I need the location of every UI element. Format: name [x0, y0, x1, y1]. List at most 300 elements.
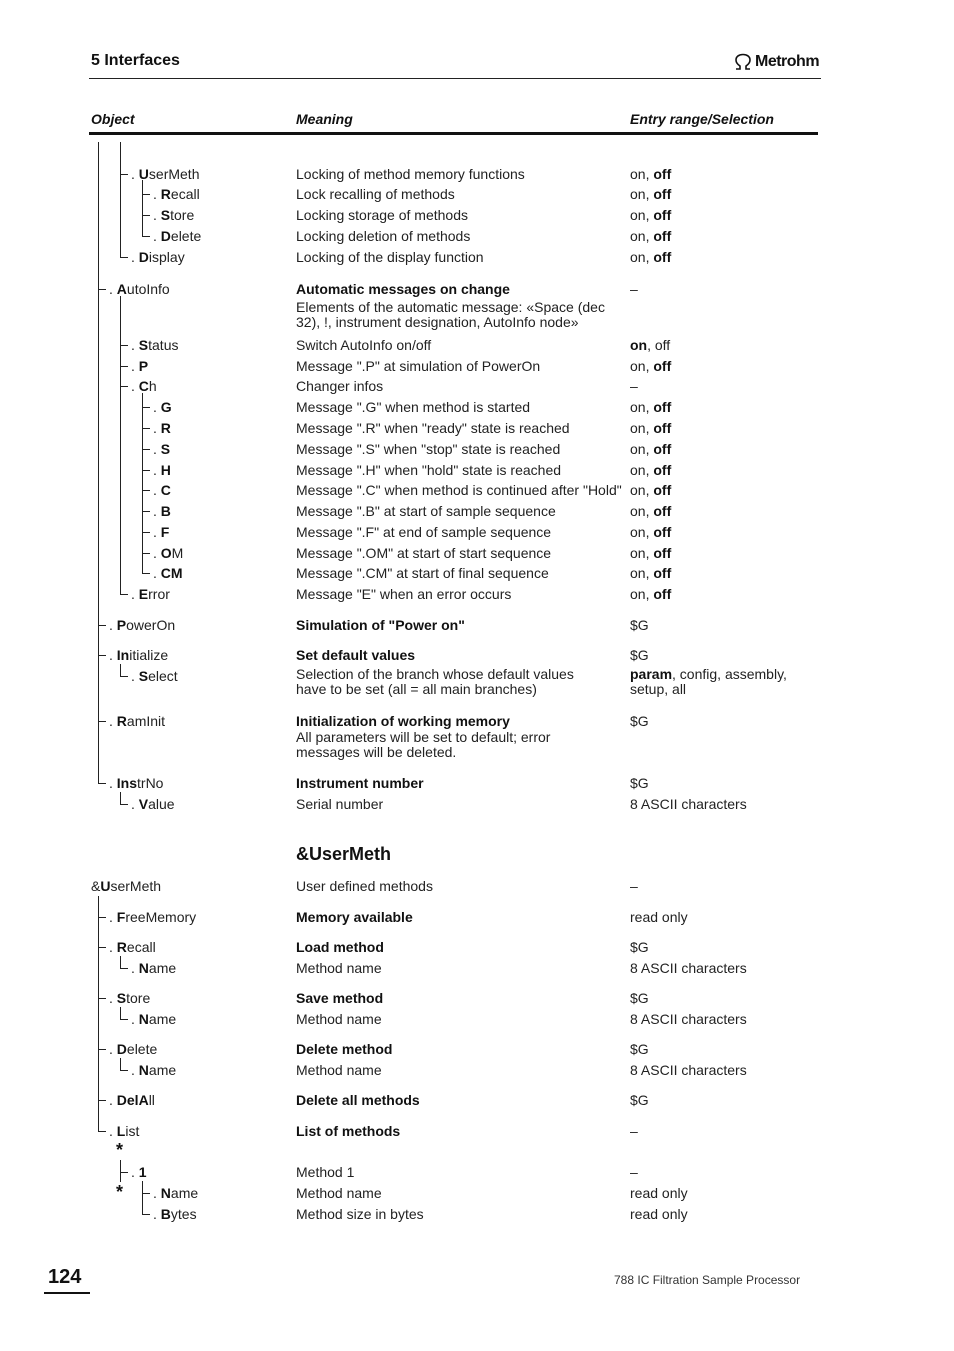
meaning-cell: Message ".H" when "hold" state is reached [296, 462, 562, 478]
object-rest: ecall [126, 939, 156, 955]
object-key-letters: U [138, 166, 149, 182]
range-value: read only [630, 909, 688, 925]
meaning-cell: Lock recalling of methods [296, 186, 455, 202]
range-cell [630, 712, 649, 730]
object-prefix: . [131, 1164, 139, 1180]
range-cell [630, 1184, 688, 1202]
object-key-letters: R [116, 939, 127, 955]
tree-connector [120, 1019, 128, 1020]
object-cell [153, 1205, 197, 1223]
range-value: 8 ASCII characters [630, 796, 747, 812]
object-rest: elete [126, 1041, 158, 1057]
range-value: param [630, 666, 673, 682]
range-cell [630, 336, 670, 354]
object-rest: owerOn [126, 617, 176, 633]
meaning-cell: Message ".CM" at start of final sequence [296, 565, 549, 581]
meaning-cell: Message ".OM" at start of start sequence [296, 545, 552, 561]
range-value: on, [630, 545, 654, 561]
object-cell [109, 280, 170, 298]
table-row [0, 1040, 954, 1058]
range-value: – [630, 1164, 638, 1180]
object-key-letters: N [138, 1062, 149, 1078]
brand-name: Metrohm [755, 53, 820, 70]
table-row [0, 1122, 954, 1140]
range-value: on, [630, 586, 654, 602]
object-prefix: . [153, 503, 161, 519]
page-number-rule [44, 1292, 90, 1294]
range-value: on, [630, 249, 654, 265]
range-emphasis: off [653, 524, 672, 540]
table-row [0, 1010, 954, 1028]
meaning-cell: Message ".F" at end of sample sequence [296, 524, 552, 540]
meaning-cell: Message ".C" when method is continued after "Hold" [296, 482, 622, 498]
range-value: – [630, 378, 638, 394]
column-meaning-heading: Meaning [296, 111, 353, 127]
section-title: &UserMeth [296, 844, 392, 864]
range-cell [630, 646, 649, 664]
page-number: 124 [48, 1266, 82, 1288]
range-cell [630, 398, 671, 416]
table-row [0, 377, 954, 395]
object-key-letters: V [138, 796, 149, 812]
range-cell [630, 523, 671, 541]
object-cell [131, 165, 199, 183]
object-key-letters: G [160, 399, 172, 415]
meaning-cell: Changer infos [296, 378, 384, 394]
range-value: – [630, 878, 638, 894]
tree-connector [142, 1193, 150, 1194]
object-cell [153, 481, 171, 499]
range-cell [630, 419, 671, 437]
meaning-cell: Method size in bytes [296, 1206, 424, 1222]
table-row [0, 908, 954, 926]
object-cell [109, 774, 163, 792]
tree-connector [142, 573, 150, 574]
meaning-cell: Message ".B" at start of sample sequence [296, 503, 556, 519]
object-key-letters: R [116, 713, 127, 729]
object-cell [153, 523, 169, 541]
meaning-cell: Message ".S" when "stop" state is reached [296, 441, 561, 457]
meaning-cell: Method name [296, 960, 382, 976]
tree-connector [142, 407, 150, 408]
object-cell [109, 616, 175, 634]
object-prefix: . [131, 586, 139, 602]
range-cell [630, 1010, 747, 1028]
tree-connector [120, 676, 128, 677]
object-key-letters: Ins [116, 775, 138, 791]
object-cell [131, 959, 176, 977]
range-cell [630, 1122, 638, 1140]
range-emphasis: off [653, 207, 672, 223]
object-prefix: . [131, 668, 139, 684]
object-key-letters: D [160, 228, 171, 244]
meaning-cell: Locking storage of methods [296, 207, 468, 223]
range-value: on, [630, 207, 654, 223]
object-cell [131, 795, 175, 813]
object-prefix: . [153, 545, 161, 561]
object-prefix: . [109, 775, 117, 791]
range-emphasis: , config, assembly, setup, all [630, 666, 787, 697]
tree-connector [142, 194, 150, 195]
object-key-letters: F [160, 524, 170, 540]
range-emphasis: off [653, 249, 672, 265]
range-value: $G [630, 1041, 649, 1057]
object-prefix: . [131, 1011, 139, 1027]
meaning-cell: User defined methods [296, 878, 433, 894]
object-rest: ame [170, 1185, 199, 1201]
object-cell [109, 1040, 157, 1058]
range-value: $G [630, 1092, 649, 1108]
table-row [0, 959, 954, 977]
range-value: on, [630, 399, 654, 415]
object-key-letters: C [160, 482, 171, 498]
range-cell [630, 461, 671, 479]
object-cell [131, 377, 157, 395]
object-rest: tore [126, 990, 151, 1006]
table-row [0, 585, 954, 603]
object-cell [109, 989, 150, 1007]
object-key-letters: U [100, 878, 111, 894]
object-prefix: . [109, 281, 117, 297]
table-row [0, 357, 954, 375]
object-cell [131, 336, 178, 354]
object-prefix: . [109, 647, 117, 663]
object-rest: amInit [126, 713, 166, 729]
meaning-cell: Instrument number [296, 775, 424, 791]
range-emphasis: off [653, 545, 672, 561]
object-cell [153, 461, 171, 479]
range-value: – [630, 281, 638, 297]
object-prefix: . [131, 960, 139, 976]
meaning-cell: Load method [296, 939, 384, 955]
object-rest: isplay [148, 249, 185, 265]
range-cell [630, 377, 638, 395]
object-cell [109, 1122, 139, 1140]
range-value: on, [630, 524, 654, 540]
range-value: on, [630, 462, 654, 478]
table-row [0, 165, 954, 183]
object-prefix: . [153, 420, 161, 436]
object-rest: elect [148, 668, 178, 684]
object-prefix: . [153, 482, 161, 498]
tree-connector [142, 215, 150, 216]
object-prefix: . [131, 358, 139, 374]
tree-connector [98, 721, 106, 722]
meaning-cell: Automatic messages on change [296, 281, 510, 297]
range-cell [630, 165, 671, 183]
range-value: on, [630, 565, 654, 581]
object-rest: ytes [170, 1206, 197, 1222]
object-prefix: . [153, 228, 161, 244]
object-prefix: . [131, 337, 139, 353]
tree-connector [98, 917, 106, 918]
range-value: – [630, 1123, 638, 1139]
object-key-letters: N [160, 1185, 171, 1201]
object-key-letters: B [160, 503, 171, 519]
range-value: on, [630, 420, 654, 436]
range-value: on, [630, 503, 654, 519]
meaning-cell: All parameters will be set to default; error messages will be deleted. [296, 729, 551, 760]
object-rest: tatus [148, 337, 179, 353]
meaning-cell: Serial number [296, 796, 384, 812]
range-emphasis: off [653, 420, 672, 436]
object-prefix: . [109, 1041, 117, 1057]
table-row [0, 795, 954, 813]
object-rest: M [171, 545, 184, 561]
object-cell [153, 564, 183, 582]
object-key-letters: DelA [116, 1092, 149, 1108]
table-row [0, 877, 954, 895]
meaning-cell: Message ".G" when method is started [296, 399, 531, 415]
range-cell [630, 938, 649, 956]
object-rest: rror [148, 586, 170, 602]
object-rest: h [148, 378, 157, 394]
range-value: on, [630, 166, 654, 182]
object-cell [109, 712, 165, 730]
object-prefix: . [109, 1092, 117, 1108]
tree-connector [98, 998, 106, 999]
object-rest: reeMemory [125, 909, 197, 925]
object-rest: utoInfo [126, 281, 170, 297]
table-row [0, 938, 954, 956]
object-key-letters: S [160, 441, 171, 457]
range-emphasis: off [653, 228, 672, 244]
range-cell [630, 1061, 747, 1079]
range-value: on, [630, 441, 654, 457]
tree-connector [120, 345, 128, 346]
range-cell [630, 795, 747, 813]
object-prefix: . [109, 617, 117, 633]
range-value: read only [630, 1206, 688, 1222]
range-cell [630, 585, 671, 603]
range-cell [630, 1205, 688, 1223]
range-value: $G [630, 713, 649, 729]
meaning-cell: Method name [296, 1062, 382, 1078]
table-row [0, 1091, 954, 1109]
object-key-letters: C [138, 378, 149, 394]
object-cell [131, 1010, 176, 1028]
range-value: on, [630, 186, 654, 202]
range-cell [630, 1091, 649, 1109]
range-cell [630, 877, 638, 895]
object-cell [109, 938, 156, 956]
range-value: 8 ASCII characters [630, 1011, 747, 1027]
tree-connector [120, 1070, 128, 1071]
range-cell [630, 908, 688, 926]
range-emphasis: off [653, 482, 672, 498]
column-heading-rule [89, 132, 818, 135]
object-cell [109, 1091, 155, 1109]
tree-connector [120, 386, 128, 387]
tree-connector [98, 783, 106, 784]
object-prefix: . [153, 524, 161, 540]
object-key-letters: L [116, 1123, 126, 1139]
tree-connector [120, 174, 128, 175]
table-row [0, 666, 954, 697]
range-cell [630, 248, 671, 266]
object-cell [153, 398, 172, 416]
object-prefix: . [131, 796, 139, 812]
tree-connector [142, 428, 150, 429]
object-cell [153, 502, 171, 520]
meaning-cell: Locking of the display function [296, 249, 484, 265]
object-prefix: . [153, 1206, 161, 1222]
table-row [0, 299, 954, 330]
range-value: on, [630, 482, 654, 498]
object-cell [131, 585, 170, 603]
object-cell [131, 1163, 147, 1181]
object-cell [153, 227, 201, 245]
tree-connector [120, 366, 128, 367]
tree-connector [98, 947, 106, 948]
object-key-letters: O [160, 545, 172, 561]
object-cell [153, 185, 200, 203]
object-rest: ame [148, 1011, 177, 1027]
meaning-cell: List of methods [296, 1123, 401, 1139]
meaning-cell: Memory available [296, 909, 413, 925]
asterisk-marker: * [116, 1182, 124, 1202]
object-rest: elete [170, 228, 202, 244]
object-cell [109, 646, 168, 664]
range-emphasis: off [653, 565, 672, 581]
object-cell [109, 908, 196, 926]
tree-connector [142, 449, 150, 450]
range-cell [630, 440, 671, 458]
tree-connector [120, 257, 128, 258]
object-key-letters: 1 [138, 1164, 147, 1180]
tree-connector [120, 1172, 128, 1173]
table-row [0, 248, 954, 266]
table-row [0, 989, 954, 1007]
range-cell [630, 774, 649, 792]
range-cell [630, 206, 671, 224]
object-key-letters: E [138, 586, 149, 602]
object-rest: tore [170, 207, 195, 223]
object-key-letters: P [116, 617, 127, 633]
tree-connector [142, 490, 150, 491]
tree-connector [120, 968, 128, 969]
object-prefix: . [153, 565, 161, 581]
object-rest: ame [148, 1062, 177, 1078]
range-cell [630, 1163, 638, 1181]
object-key-letters: S [116, 990, 127, 1006]
object-cell [131, 357, 148, 375]
object-key-letters: R [160, 420, 171, 436]
range-emphasis: off [653, 462, 672, 478]
brand-logo [733, 52, 819, 72]
range-value: 8 ASCII characters [630, 960, 747, 976]
tree-connector [142, 236, 150, 237]
table-row [0, 646, 954, 664]
range-value: on, [630, 228, 654, 244]
meaning-cell: Initialization of working memory [296, 713, 510, 729]
object-cell [153, 544, 183, 562]
range-cell [630, 481, 671, 499]
range-cell [630, 185, 671, 203]
range-value: $G [630, 647, 649, 663]
tree-connector [120, 804, 128, 805]
object-rest: itialize [129, 647, 169, 663]
range-cell [630, 357, 671, 375]
object-key-letters: N [138, 960, 149, 976]
tree-connector [98, 1131, 106, 1132]
object-cell [153, 1184, 198, 1202]
object-key-letters: R [160, 186, 171, 202]
object-rest: serMeth [148, 166, 200, 182]
table-row [0, 1163, 954, 1181]
meaning-cell: Locking of method memory functions [296, 166, 525, 182]
range-cell [630, 616, 649, 634]
object-prefix: . [109, 909, 117, 925]
footer-product: 788 IC Filtration Sample Processor [614, 1273, 801, 1287]
range-value: on, [630, 358, 654, 374]
meaning-cell: Set default values [296, 647, 416, 663]
table-row [0, 616, 954, 634]
table-row [0, 336, 954, 354]
object-rest: ecall [170, 186, 200, 202]
object-key-letters: D [116, 1041, 127, 1057]
object-prefix: & [91, 878, 101, 894]
object-prefix: . [131, 249, 139, 265]
object-key-letters: B [160, 1206, 171, 1222]
asterisk-marker: * [116, 1140, 124, 1160]
meaning-cell: Simulation of "Power on" [296, 617, 465, 633]
object-cell [153, 419, 171, 437]
table-row [0, 729, 954, 760]
object-prefix: . [131, 1062, 139, 1078]
meaning-cell: Delete all methods [296, 1092, 420, 1108]
tree-connector [142, 532, 150, 533]
range-emphasis: off [653, 586, 672, 602]
object-prefix: . [109, 939, 117, 955]
meaning-cell: Save method [296, 990, 384, 1006]
meaning-cell: Method 1 [296, 1164, 355, 1180]
tree-connector [98, 655, 106, 656]
meaning-cell: Method name [296, 1185, 382, 1201]
tree-connector [142, 553, 150, 554]
range-value: on [630, 337, 648, 353]
header-rule [89, 78, 821, 79]
range-value: $G [630, 617, 649, 633]
object-key-letters: S [138, 668, 149, 684]
range-cell [630, 667, 810, 697]
tree-connector [120, 594, 128, 595]
object-prefix: . [153, 207, 161, 223]
object-prefix: . [153, 186, 161, 202]
range-cell [630, 959, 747, 977]
tree-connector [98, 625, 106, 626]
tree-connector [98, 1049, 106, 1050]
range-value: 8 ASCII characters [630, 1062, 747, 1078]
table-row [0, 1061, 954, 1079]
object-key-letters: H [160, 462, 171, 478]
object-key-letters: In [116, 647, 130, 663]
object-prefix: . [153, 441, 161, 457]
range-cell [630, 502, 671, 520]
object-cell [131, 248, 185, 266]
range-cell [630, 564, 671, 582]
column-range-heading: Entry range/Selection [630, 111, 774, 127]
meaning-cell: Message ".R" when "ready" state is reached [296, 420, 570, 436]
range-value: $G [630, 990, 649, 1006]
object-rest: alue [148, 796, 175, 812]
object-prefix: . [153, 1185, 161, 1201]
section-heading: 5 Interfaces [91, 52, 180, 69]
range-cell [630, 227, 671, 245]
object-prefix: . [153, 399, 161, 415]
meaning-cell: Locking deletion of methods [296, 228, 471, 244]
object-prefix: . [153, 462, 161, 478]
